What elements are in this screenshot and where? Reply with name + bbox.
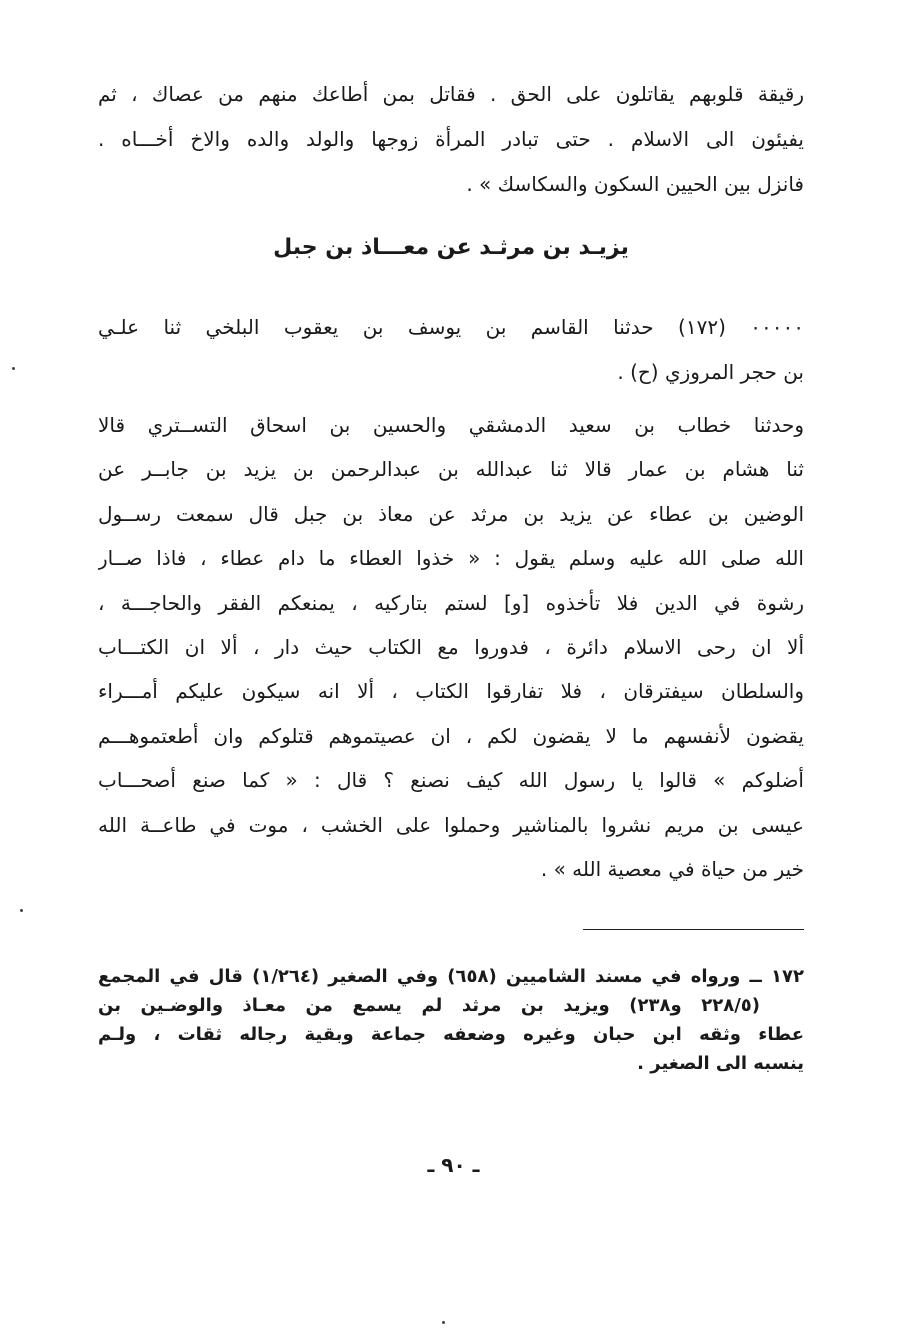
text-line: ثنا هشام بن عمار قالا ثنا عبدالله بن عبدالرحمن بن يزيد بن جابــر عن [98,457,804,482]
text-line: رشوة في الدين فلا تأخذوه [و] لستم بتاركيه ، يمنعكم الفقر والحاجـــة ، [98,590,804,615]
text-line: بن حجر المروزي (ح) . [617,360,804,384]
footnote-line: عطاء وثقه ابن حبان وغيره وضعفه جماعة وبقية رجاله ثقات ، ولـم [98,1024,804,1045]
footnote-line: ينسبه الى الصغير . [637,1053,804,1074]
hadith-paragraph [98,403,804,891]
text-line: ألا ان رحى الاسلام دائرة ، فدوروا مع الكتاب حيث دار ، ألا ان الكتـــاب [98,634,804,659]
scan-speck [12,367,15,370]
footnote-line: (٢٢٨/٥ و٢٣٨) ويزيد بن مرثد لم يسمع من معـاذ والوضـين بن [98,995,760,1016]
text-line: رقيقة قلوبهم يقاتلون على الحق . فقاتل بمن أطاعك منهم من عصاك ، ثم [98,82,804,106]
text-line: خير من حياة في معصية الله » . [540,856,804,881]
footnote [98,962,804,1078]
section-heading: يزيـد بن مرثـد عن معـــاذ بن جبل [273,235,629,260]
text-line: أضلوكم » قالوا يا رسول الله كيف نصنع ؟ قال : « كما صنع أصحـــاب [98,768,804,793]
text-line: عيسى بن مريم نشروا بالمناشير وحملوا على الخشب ، موت في طاعــة الله [98,812,804,837]
footnote-line: ١٧٢ ــ ورواه في مسند الشاميين (٦٥٨) وفي الصغير (١/٢٦٤) قال في المجمع [98,966,804,987]
scan-speck [442,1321,445,1324]
text-line: الوضين بن عطاء عن يزيد بن مرثد عن معاذ بن جبل قال سمعت رســول [98,501,804,526]
text-line: يقضون لأنفسهم ما لا يقضون لكم ، ان عصيتموهم قتلوكم وان أطعتموهـــم [98,723,804,748]
isnad-paragraph [98,305,804,395]
text-line: الله صلى الله عليه وسلم يقول : « خذوا العطاء ما دام عطاء ، فاذا صــار [98,546,804,571]
text-line: فانزل بين الحيين السكون والسكاسك » . [466,172,804,196]
text-line: وحدثنا خطاب بن سعيد الدمشقي والحسين بن اسحاق التســتري قالا [98,413,804,437]
text-line: والسلطان سيفترقان ، فلا تفارقوا الكتاب ، ألا انه سيكون عليكم أمـــراء [98,679,804,704]
footnote-divider [583,929,804,930]
intro-paragraph [98,72,804,207]
text-line: ٠٠٠٠٠ (١٧٢) حدثنا القاسم بن يوسف بن يعقوب البلخي ثنا علـي [98,315,804,339]
scan-speck [20,909,23,912]
page-number: ـ ٩٠ ـ [427,1153,480,1177]
text-line: يفيئون الى الاسلام . حتى تبادر المرأة زوجها والولد والده والاخ أخـــاه . [98,127,804,151]
